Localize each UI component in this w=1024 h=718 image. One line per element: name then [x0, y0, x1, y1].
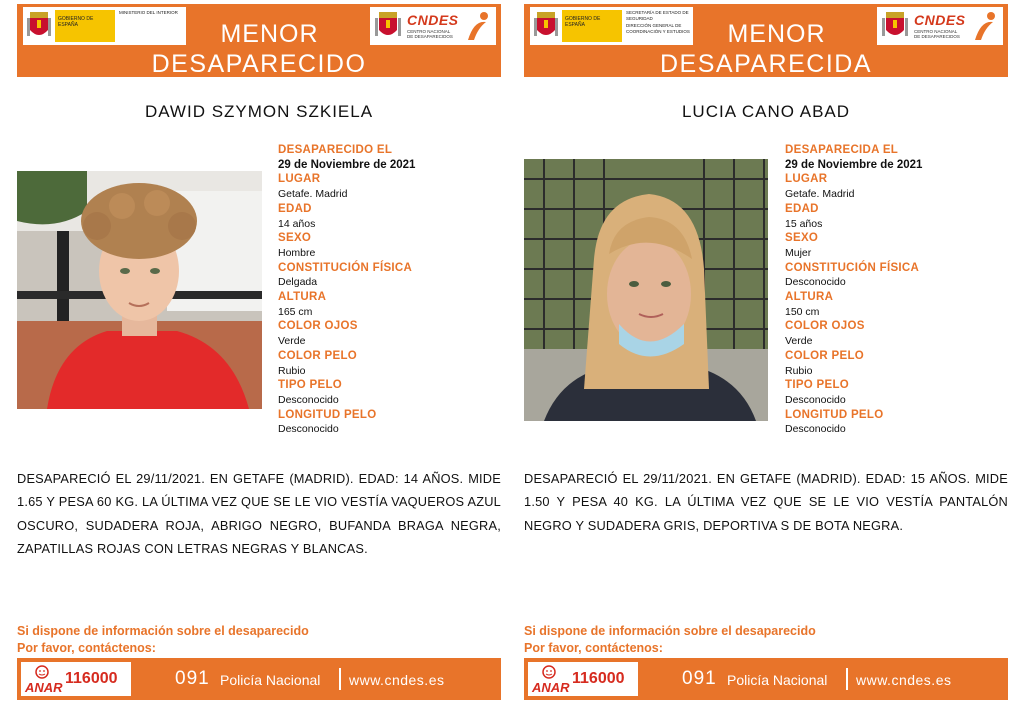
footer-divider — [339, 668, 341, 690]
eye-color-value: Verde — [278, 335, 306, 348]
missing-person-details — [278, 143, 498, 437]
police-name: Policía Nacional — [220, 672, 321, 688]
cndes-logo-text: CNDES — [407, 12, 459, 28]
police-name: Policía Nacional — [727, 672, 828, 688]
cndes-logo-text: CNDES — [914, 12, 966, 28]
place-label: LUGAR — [785, 173, 828, 186]
anar-phone: 116000 — [65, 670, 118, 687]
missing-poster-lucia — [524, 0, 1008, 718]
height-value: 165 cm — [278, 305, 313, 318]
contact-line-1: Si dispone de información sobre el desaparecido — [524, 624, 816, 638]
hair-color-value: Rubio — [785, 364, 813, 377]
description-text: DESAPARECIÓ EL 29/11/2021. EN GETAFE (MADRID). EDAD: 15 AÑOS. MIDE 1.50 Y PESA 40 KG. LA ÚLTIMA VEZ QUE SE LE VIO VESTÍA PANTALÓN NEGRO Y SUDADERA GRIS, DEPORTIVA S DE BOTA NEGRA. — [524, 471, 1008, 533]
hair-color-label: COLOR PELO — [785, 349, 865, 362]
cndes-figure-icon — [971, 10, 999, 42]
missing-person-name: LUCIA CANO ABAD — [681, 102, 851, 121]
contact-text — [17, 623, 501, 656]
missing-poster-dawid — [17, 0, 501, 718]
build-value: Desconocido — [785, 276, 846, 289]
cndes-subtitle: CENTRO NACIONAL DE DESAPARECIDOS — [407, 29, 453, 39]
height-label: ALTURA — [278, 291, 327, 304]
date-label: DESAPARECIDA EL — [785, 144, 899, 156]
gobierno-logo — [530, 7, 693, 45]
cndes-subtitle: CENTRO NACIONAL DE DESAPARECIDOS — [914, 29, 960, 39]
direccion-text: DIRECCIÓN GENERAL DE COORDINACIÓN Y ESTUDIOS — [626, 23, 690, 34]
anar-phone: 116000 — [572, 670, 625, 687]
age-value: 15 años — [785, 217, 823, 230]
age-value: 14 años — [278, 217, 316, 230]
cndes-logo — [877, 7, 1003, 45]
website-link[interactable]: www.cndes.es — [856, 672, 952, 688]
sex-value: Hombre — [278, 246, 316, 259]
build-label: CONSTITUCIÓN FÍSICA — [278, 261, 413, 274]
anar-face-icon — [28, 665, 56, 679]
height-label: ALTURA — [785, 291, 834, 304]
anar-face-icon — [535, 665, 563, 679]
poster-footer — [17, 658, 501, 700]
place-value: Getafe. Madrid — [278, 188, 348, 201]
missing-person-photo — [524, 159, 768, 421]
police-phone: 091 — [175, 668, 210, 689]
place-label: LUGAR — [278, 173, 321, 186]
contact-line-1: Si dispone de información sobre el desaparecido — [17, 624, 309, 638]
hair-color-value: Rubio — [278, 364, 306, 377]
eye-color-label: COLOR OJOS — [785, 320, 865, 333]
hair-type-label: TIPO PELO — [785, 379, 850, 392]
gobierno-logo — [23, 7, 186, 45]
age-label: EDAD — [785, 202, 819, 215]
contact-line-2: Por favor, contáctenos: — [524, 640, 663, 655]
gobierno-espana-text: GOBIERNO DE ESPAÑA — [55, 10, 115, 42]
hair-type-value: Desconocido — [278, 393, 339, 406]
website-link[interactable]: www.cndes.es — [349, 672, 445, 688]
cndes-figure-icon — [464, 10, 492, 42]
police-phone: 091 — [682, 668, 717, 689]
date-label: DESAPARECIDO EL — [278, 144, 393, 156]
poster-title-desaparecida: DESAPARECIDA — [659, 50, 873, 78]
hair-color-label: COLOR PELO — [278, 349, 358, 362]
hair-length-label: LONGITUD PELO — [785, 408, 884, 421]
sex-label: SEXO — [785, 232, 819, 245]
poster-title-desaparecido: DESAPARECIDO — [151, 50, 367, 78]
height-value: 150 cm — [785, 305, 820, 318]
eye-color-label: COLOR OJOS — [278, 320, 358, 333]
poster-title-menor: MENOR — [220, 20, 319, 48]
coat-of-arms-icon — [880, 10, 910, 42]
coat-of-arms-icon — [373, 10, 403, 42]
missing-person-photo — [17, 171, 262, 409]
sex-label: SEXO — [278, 232, 312, 245]
gobierno-espana-text: GOBIERNO DE ESPAÑA — [562, 10, 622, 42]
secretaria-text: SECRETARÍA DE ESTADO DE SEGURIDAD — [626, 10, 689, 21]
contact-text — [524, 623, 1008, 656]
hair-type-value: Desconocido — [785, 393, 846, 406]
build-value: Delgada — [278, 276, 318, 289]
ministerio-text: MINISTERIO DEL INTERIOR — [119, 10, 178, 15]
missing-person-details — [785, 143, 1005, 437]
eye-color-value: Verde — [785, 335, 813, 348]
coat-of-arms-icon — [26, 10, 52, 42]
poster-title-menor: MENOR — [727, 20, 826, 48]
hair-length-label: LONGITUD PELO — [278, 408, 377, 421]
build-label: CONSTITUCIÓN FÍSICA — [785, 261, 920, 274]
hair-length-value: Desconocido — [785, 423, 846, 436]
poster-header — [17, 4, 501, 77]
date-value: 29 de Noviembre de 2021 — [785, 158, 923, 171]
anar-text: ANAR — [25, 680, 63, 695]
footer-divider — [846, 668, 848, 690]
contact-line-2: Por favor, contáctenos: — [17, 640, 156, 655]
poster-header — [524, 4, 1008, 77]
place-value: Getafe. Madrid — [785, 188, 855, 201]
coat-of-arms-icon — [533, 10, 559, 42]
hair-type-label: TIPO PELO — [278, 379, 343, 392]
age-label: EDAD — [278, 202, 312, 215]
anar-text: ANAR — [532, 680, 570, 695]
missing-person-name: DAWID SZYMON SZKIELA — [144, 102, 374, 121]
cndes-logo — [370, 7, 496, 45]
sex-value: Mujer — [785, 246, 812, 259]
description-text: DESAPARECIÓ EL 29/11/2021. EN GETAFE (MADRID). EDAD: 14 AÑOS. MIDE 1.65 Y PESA 60 KG. LA ÚLTIMA VEZ QUE SE LE VIO VESTÍA VAQUEROS AZUL OSCURO, SUDADERA ROJA, ABRIGO NEGRO, BUFANDA BRAGA NEGRA, ZAPATILLAS ROJAS CON LETRAS NEGRAS Y BLANCAS. — [17, 471, 501, 556]
anar-logo — [21, 662, 131, 696]
date-value: 29 de Noviembre de 2021 — [278, 158, 416, 171]
hair-length-value: Desconocido — [278, 423, 339, 436]
anar-logo — [528, 662, 638, 696]
poster-footer — [524, 658, 1008, 700]
